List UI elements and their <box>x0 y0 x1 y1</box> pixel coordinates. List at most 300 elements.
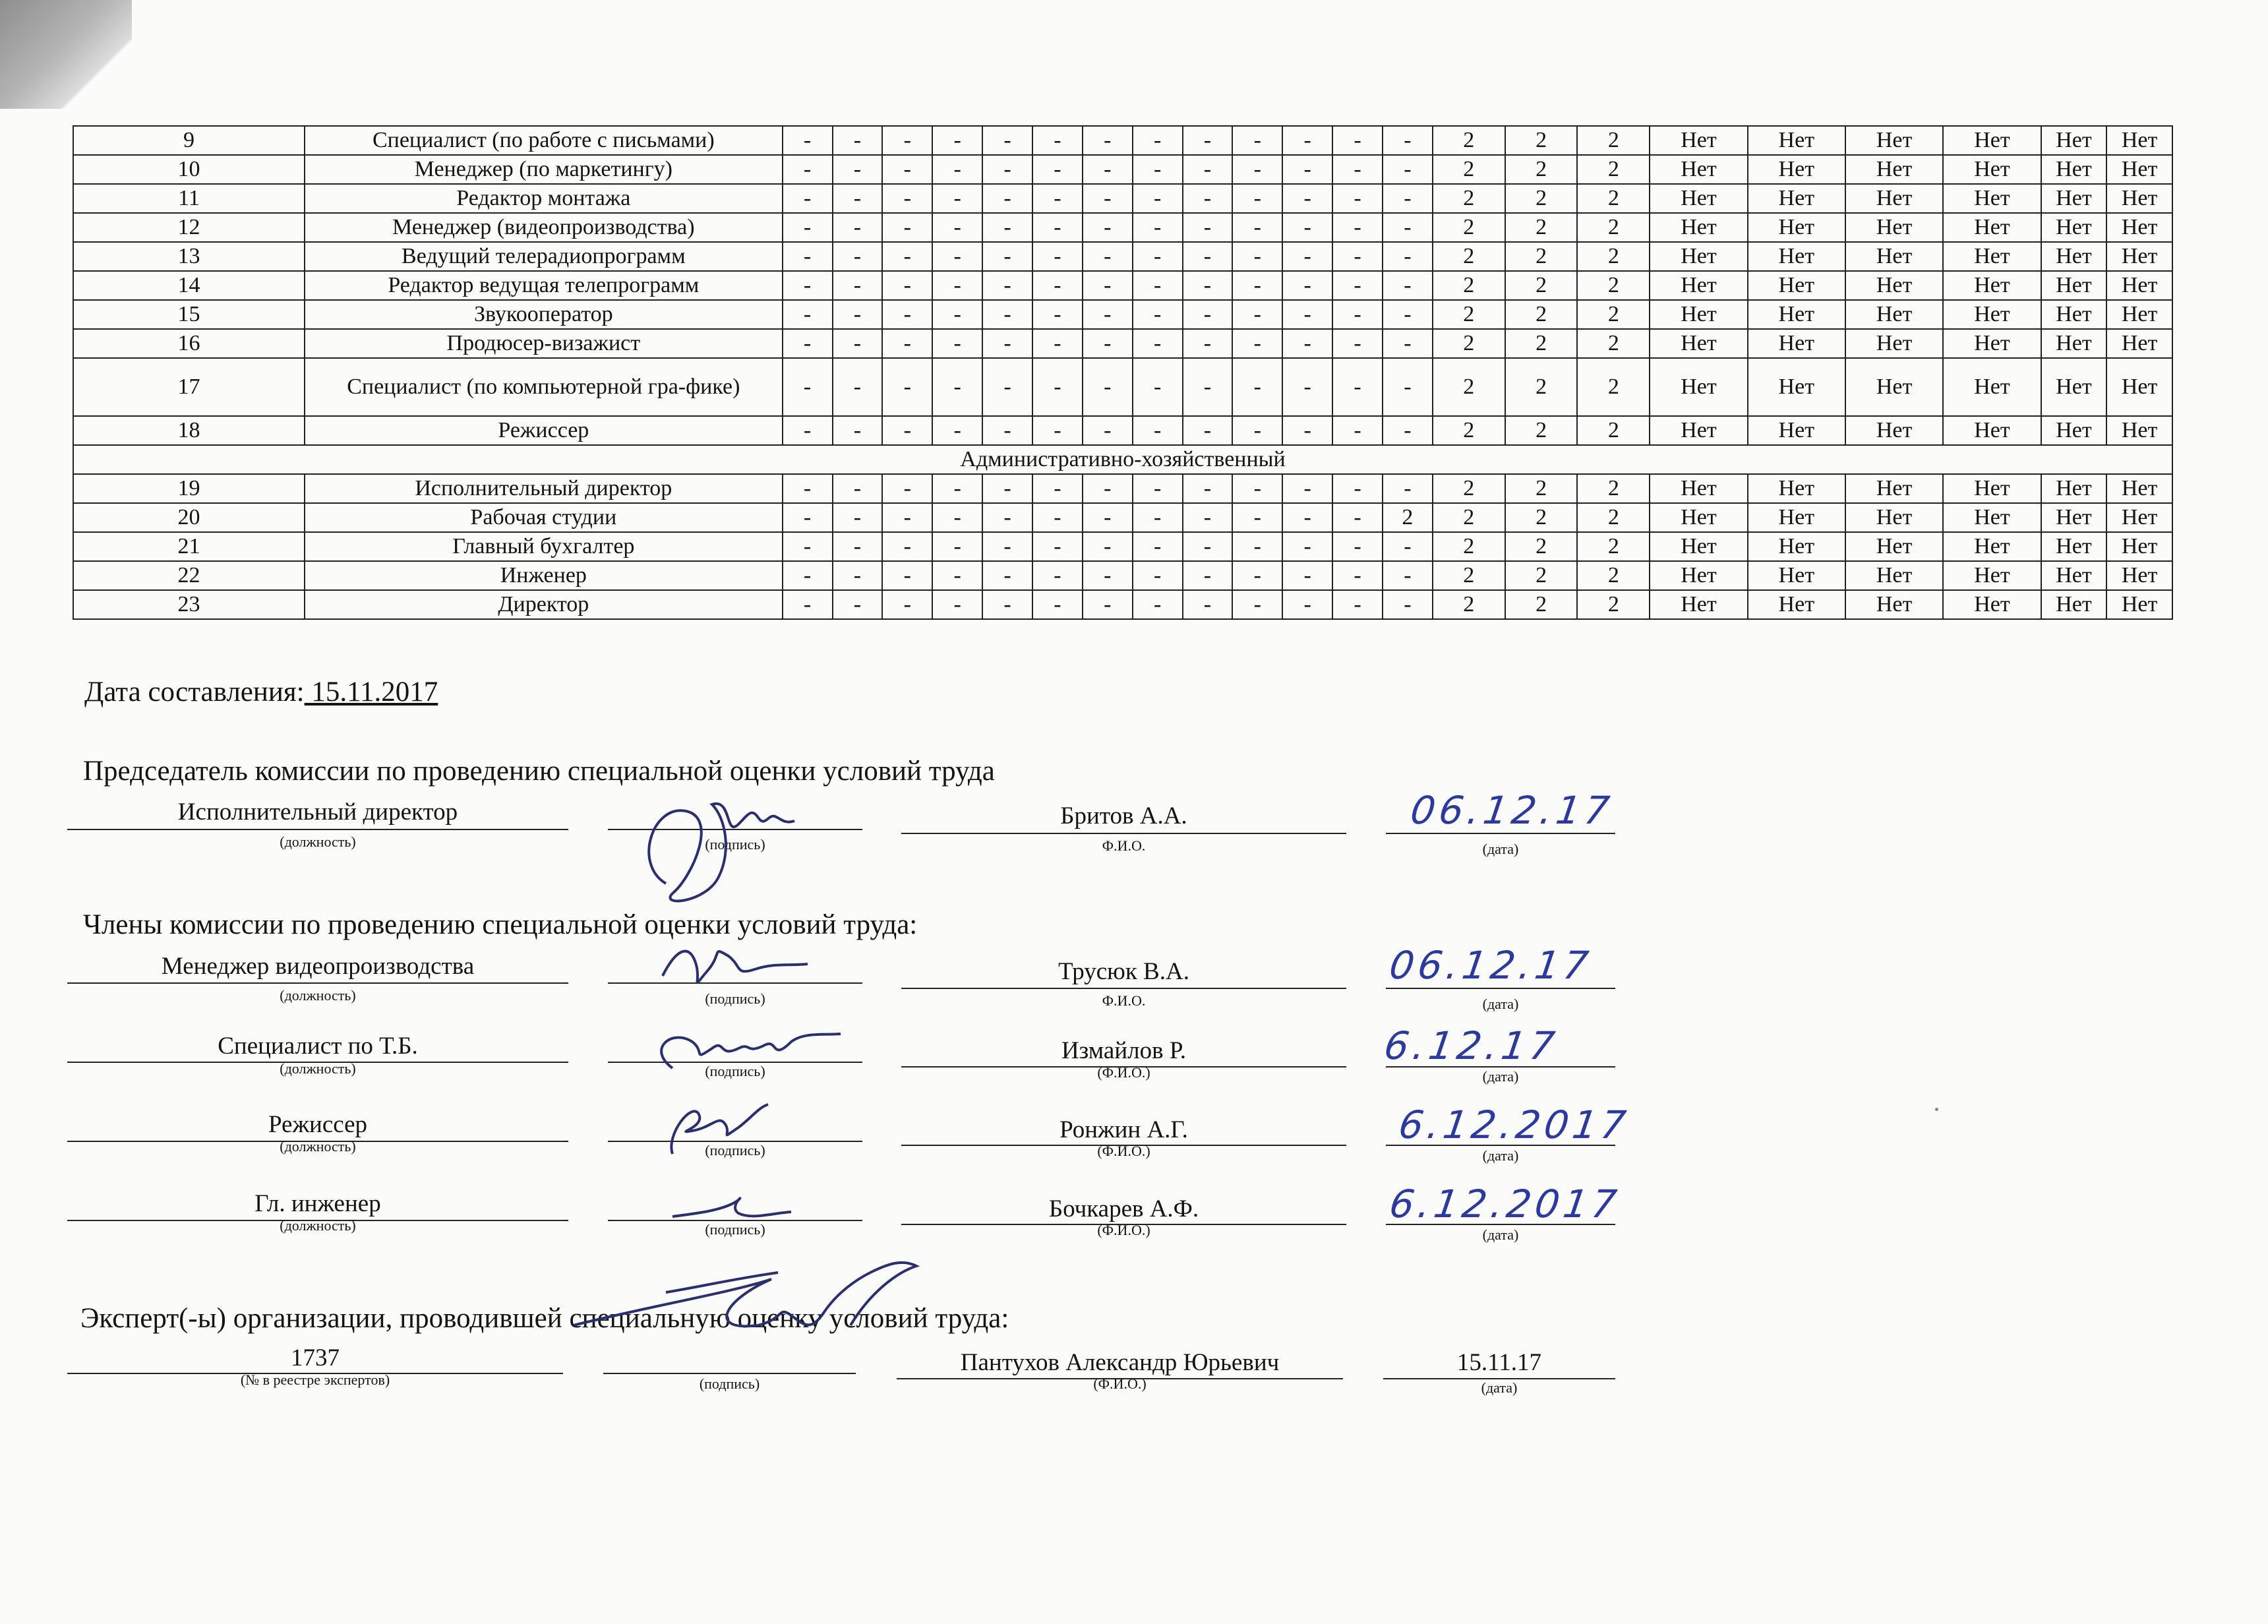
dash-cell: - <box>1032 358 1083 416</box>
dash-cell: - <box>1183 184 1233 213</box>
expert-signature <box>560 1253 930 1352</box>
row-number-cell: 20 <box>73 503 305 532</box>
section-title: Административно-хозяйственный <box>73 445 2172 474</box>
member-position: Специалист по Т.Б. <box>218 1033 418 1060</box>
position-cell: Менеджер (видеопроизводства) <box>305 213 783 242</box>
dash-cell: - <box>1183 358 1233 416</box>
member-date-caption: (дата) <box>1482 1226 1519 1243</box>
position-cell: Исполнительный директор <box>305 474 783 503</box>
dash-cell: - <box>1232 126 1282 155</box>
no-cell: Нет <box>1650 474 1747 503</box>
class-cell: 2 <box>1433 474 1505 503</box>
expert-signature-caption: (подпись) <box>699 1375 760 1392</box>
no-cell: Нет <box>2106 213 2172 242</box>
dash-cell: - <box>1133 416 1183 445</box>
member-name: Трусюк В.А. <box>1058 958 1189 985</box>
dash-cell: - <box>982 155 1032 184</box>
no-cell: Нет <box>1845 184 1943 213</box>
dash-cell: - <box>1383 416 1433 445</box>
dash-cell: - <box>1133 503 1183 532</box>
dash-cell: - <box>932 242 982 271</box>
no-cell: Нет <box>2041 329 2107 358</box>
dash-cell: - <box>1183 532 1233 561</box>
dash-cell: - <box>1383 474 1433 503</box>
no-cell: Нет <box>1845 155 1943 184</box>
dash-cell: - <box>1383 155 1433 184</box>
dash-cell: - <box>982 126 1032 155</box>
dash-cell: - <box>833 271 883 300</box>
class-cell: 2 <box>1505 213 1578 242</box>
no-cell: Нет <box>1650 300 1747 329</box>
class-cell: 2 <box>1383 503 1433 532</box>
chairman-name-line <box>901 833 1346 834</box>
dash-cell: - <box>1383 329 1433 358</box>
table-row <box>73 532 2172 561</box>
table-row <box>73 358 2172 416</box>
dash-cell: - <box>783 416 833 445</box>
dash-cell: - <box>1133 329 1183 358</box>
dash-cell: - <box>833 184 883 213</box>
chairman-heading: Председатель комиссии по проведению специальной оценки условий труда <box>83 756 995 787</box>
expert-registry-caption: (№ в реестре экспертов) <box>240 1371 390 1388</box>
position-cell: Главный бухгалтер <box>305 532 783 561</box>
expert-name: Пантухов Александр Юрьевич <box>960 1349 1280 1376</box>
dash-cell: - <box>783 242 833 271</box>
dash-cell: - <box>882 184 932 213</box>
dash-cell: - <box>1032 503 1083 532</box>
class-cell: 2 <box>1433 126 1505 155</box>
no-cell: Нет <box>2041 271 2107 300</box>
date-compiled-label: Дата составления: <box>84 677 305 707</box>
row-number-cell: 9 <box>73 126 305 155</box>
no-cell: Нет <box>2106 358 2172 416</box>
chairman-signature-caption: (подпись) <box>705 836 765 853</box>
no-cell: Нет <box>2106 300 2172 329</box>
dash-cell: - <box>1232 416 1282 445</box>
dash-cell: - <box>783 300 833 329</box>
folded-corner <box>0 0 132 109</box>
dash-cell: - <box>1232 561 1282 590</box>
expert-name-caption: (Ф.И.О.) <box>1093 1375 1147 1392</box>
class-cell: 2 <box>1433 503 1505 532</box>
member-date-caption: (дата) <box>1482 1147 1519 1164</box>
class-cell: 2 <box>1433 358 1505 416</box>
no-cell: Нет <box>1748 126 1845 155</box>
dash-cell: - <box>1332 590 1383 619</box>
class-cell: 2 <box>1577 503 1650 532</box>
dash-cell: - <box>833 155 883 184</box>
member-position: Менеджер видеопроизводства <box>161 953 475 980</box>
dash-cell: - <box>1282 184 1332 213</box>
member-signature <box>646 1022 844 1081</box>
dash-cell: - <box>882 271 932 300</box>
dash-cell: - <box>1232 213 1282 242</box>
table-row <box>73 300 2172 329</box>
dash-cell: - <box>783 126 833 155</box>
no-cell: Нет <box>1943 271 2041 300</box>
dash-cell: - <box>1183 155 1233 184</box>
class-cell: 2 <box>1577 474 1650 503</box>
expert-date-caption: (дата) <box>1481 1379 1518 1396</box>
member-date-handwritten: 6.12.17 <box>1381 1023 1562 1068</box>
no-cell: Нет <box>1650 213 1747 242</box>
member-position: Гл. инженер <box>254 1190 381 1217</box>
dash-cell: - <box>1032 184 1083 213</box>
dash-cell: - <box>932 561 982 590</box>
dash-cell: - <box>1032 590 1083 619</box>
dash-cell: - <box>1232 532 1282 561</box>
class-cell: 2 <box>1577 300 1650 329</box>
dash-cell: - <box>783 474 833 503</box>
dash-cell: - <box>1383 126 1433 155</box>
member-position-caption: (должность) <box>280 1138 356 1155</box>
table-row <box>73 213 2172 242</box>
chairman-date-caption: (дата) <box>1482 841 1519 857</box>
dash-cell: - <box>1083 416 1133 445</box>
no-cell: Нет <box>1650 503 1747 532</box>
class-cell: 2 <box>1433 561 1505 590</box>
dash-cell: - <box>783 155 833 184</box>
dash-cell: - <box>1383 213 1433 242</box>
position-cell: Режиссер <box>305 416 783 445</box>
no-cell: Нет <box>1943 532 2041 561</box>
dash-cell: - <box>982 561 1032 590</box>
member-name-caption: Ф.И.О. <box>1102 992 1146 1009</box>
class-cell: 2 <box>1505 474 1578 503</box>
dash-cell: - <box>1133 213 1183 242</box>
date-compiled <box>84 676 438 708</box>
row-number-cell: 13 <box>73 242 305 271</box>
chairman-position-caption: (должность) <box>280 833 356 850</box>
no-cell: Нет <box>2106 416 2172 445</box>
dash-cell: - <box>783 561 833 590</box>
row-number-cell: 10 <box>73 155 305 184</box>
dash-cell: - <box>882 329 932 358</box>
dash-cell: - <box>1332 300 1383 329</box>
members-heading: Члены комиссии по проведению специальной оценки условий труда: <box>83 909 918 940</box>
dash-cell: - <box>982 503 1032 532</box>
dash-cell: - <box>1032 329 1083 358</box>
table-row <box>73 329 2172 358</box>
no-cell: Нет <box>1845 561 1943 590</box>
row-number-cell: 16 <box>73 329 305 358</box>
member-name-caption: (Ф.И.О.) <box>1097 1143 1150 1159</box>
dash-cell: - <box>833 590 883 619</box>
dash-cell: - <box>982 329 1032 358</box>
dash-cell: - <box>932 155 982 184</box>
no-cell: Нет <box>2106 503 2172 532</box>
dash-cell: - <box>982 300 1032 329</box>
dash-cell: - <box>1183 126 1233 155</box>
dash-cell: - <box>882 126 932 155</box>
class-cell: 2 <box>1505 416 1578 445</box>
dash-cell: - <box>1332 242 1383 271</box>
no-cell: Нет <box>1845 126 1943 155</box>
dash-cell: - <box>1133 474 1183 503</box>
no-cell: Нет <box>1650 532 1747 561</box>
dash-cell: - <box>1133 126 1183 155</box>
row-number-cell: 23 <box>73 590 305 619</box>
position-cell: Звукооператор <box>305 300 783 329</box>
position-cell: Специалист (по компьютерной гра-фике) <box>305 358 783 416</box>
no-cell: Нет <box>2041 561 2107 590</box>
member-signature-caption: (подпись) <box>705 1221 765 1238</box>
table-row <box>73 184 2172 213</box>
class-cell: 2 <box>1505 532 1578 561</box>
dash-cell: - <box>1032 416 1083 445</box>
dash-cell: - <box>932 474 982 503</box>
no-cell: Нет <box>1845 532 1943 561</box>
class-cell: 2 <box>1577 155 1650 184</box>
dash-cell: - <box>1282 213 1332 242</box>
dash-cell: - <box>833 242 883 271</box>
no-cell: Нет <box>2041 213 2107 242</box>
no-cell: Нет <box>1845 590 1943 619</box>
dash-cell: - <box>982 474 1032 503</box>
dash-cell: - <box>1282 503 1332 532</box>
class-cell: 2 <box>1433 271 1505 300</box>
dash-cell: - <box>1133 561 1183 590</box>
dash-cell: - <box>1282 532 1332 561</box>
no-cell: Нет <box>2041 503 2107 532</box>
position-cell: Рабочая студии <box>305 503 783 532</box>
no-cell: Нет <box>1943 300 2041 329</box>
dash-cell: - <box>1282 358 1332 416</box>
no-cell: Нет <box>2106 532 2172 561</box>
no-cell: Нет <box>1650 271 1747 300</box>
dash-cell: - <box>1083 155 1133 184</box>
dash-cell: - <box>982 416 1032 445</box>
dash-cell: - <box>833 532 883 561</box>
table-row <box>73 474 2172 503</box>
dash-cell: - <box>982 213 1032 242</box>
row-number-cell: 17 <box>73 358 305 416</box>
scan-speck <box>1935 1108 1938 1111</box>
no-cell: Нет <box>1748 532 1845 561</box>
class-cell: 2 <box>1577 329 1650 358</box>
class-cell: 2 <box>1505 155 1578 184</box>
dash-cell: - <box>982 358 1032 416</box>
dash-cell: - <box>1282 242 1332 271</box>
member-position: Режиссер <box>268 1111 368 1138</box>
dash-cell: - <box>783 213 833 242</box>
no-cell: Нет <box>2106 242 2172 271</box>
chairman-name-caption: Ф.И.О. <box>1102 837 1146 854</box>
no-cell: Нет <box>1748 329 1845 358</box>
no-cell: Нет <box>1845 503 1943 532</box>
dash-cell: - <box>1133 358 1183 416</box>
dash-cell: - <box>1232 358 1282 416</box>
class-cell: 2 <box>1433 184 1505 213</box>
dash-cell: - <box>1083 271 1133 300</box>
dash-cell: - <box>982 590 1032 619</box>
no-cell: Нет <box>1943 155 2041 184</box>
position-cell: Редактор ведущая телепрограмм <box>305 271 783 300</box>
no-cell: Нет <box>1943 242 2041 271</box>
member-signature <box>649 936 814 996</box>
member-name: Измайлов Р. <box>1061 1037 1187 1064</box>
no-cell: Нет <box>2106 126 2172 155</box>
member-position-caption: (должность) <box>280 1217 356 1234</box>
dash-cell: - <box>1332 474 1383 503</box>
class-cell: 2 <box>1505 503 1578 532</box>
no-cell: Нет <box>2041 474 2107 503</box>
dash-cell: - <box>1032 532 1083 561</box>
no-cell: Нет <box>1748 184 1845 213</box>
dash-cell: - <box>1032 561 1083 590</box>
assessment-table <box>73 125 2173 620</box>
row-number-cell: 19 <box>73 474 305 503</box>
no-cell: Нет <box>1845 300 1943 329</box>
dash-cell: - <box>1083 532 1133 561</box>
row-number-cell: 14 <box>73 271 305 300</box>
member-position-line <box>67 982 568 984</box>
class-cell: 2 <box>1505 242 1578 271</box>
dash-cell: - <box>833 503 883 532</box>
member-signature-caption: (подпись) <box>705 990 765 1007</box>
dash-cell: - <box>1282 474 1332 503</box>
dash-cell: - <box>1083 590 1133 619</box>
dash-cell: - <box>783 503 833 532</box>
dash-cell: - <box>1232 474 1282 503</box>
dash-cell: - <box>1383 242 1433 271</box>
member-date-line <box>1386 1145 1615 1146</box>
table-row <box>73 271 2172 300</box>
chairman-date-line <box>1386 833 1615 834</box>
no-cell: Нет <box>2041 184 2107 213</box>
no-cell: Нет <box>1943 474 2041 503</box>
dash-cell: - <box>932 271 982 300</box>
dash-cell: - <box>1332 271 1383 300</box>
no-cell: Нет <box>1943 416 2041 445</box>
dash-cell: - <box>982 271 1032 300</box>
expert-heading: Эксперт(-ы) организации, проводившей специальную оценку условий труда: <box>80 1303 1009 1334</box>
dash-cell: - <box>1183 474 1233 503</box>
class-cell: 2 <box>1433 590 1505 619</box>
dash-cell: - <box>833 126 883 155</box>
class-cell: 2 <box>1505 329 1578 358</box>
no-cell: Нет <box>2106 271 2172 300</box>
position-cell: Менеджер (по маркетингу) <box>305 155 783 184</box>
no-cell: Нет <box>1845 416 1943 445</box>
no-cell: Нет <box>1943 213 2041 242</box>
dash-cell: - <box>1383 300 1433 329</box>
class-cell: 2 <box>1433 329 1505 358</box>
dash-cell: - <box>1133 532 1183 561</box>
dash-cell: - <box>783 358 833 416</box>
class-cell: 2 <box>1433 242 1505 271</box>
dash-cell: - <box>833 561 883 590</box>
dash-cell: - <box>882 474 932 503</box>
position-cell: Продюсер-визажист <box>305 329 783 358</box>
dash-cell: - <box>882 242 932 271</box>
class-cell: 2 <box>1577 271 1650 300</box>
dash-cell: - <box>1032 242 1083 271</box>
dash-cell: - <box>1232 300 1282 329</box>
member-name: Бочкарев А.Ф. <box>1048 1195 1199 1222</box>
dash-cell: - <box>1232 271 1282 300</box>
dash-cell: - <box>882 532 932 561</box>
position-cell: Ведущий телерадиопрограмм <box>305 242 783 271</box>
dash-cell: - <box>1383 271 1433 300</box>
dash-cell: - <box>833 358 883 416</box>
dash-cell: - <box>982 532 1032 561</box>
dash-cell: - <box>1332 184 1383 213</box>
dash-cell: - <box>1133 155 1183 184</box>
class-cell: 2 <box>1433 300 1505 329</box>
position-cell: Редактор монтажа <box>305 184 783 213</box>
dash-cell: - <box>1183 213 1233 242</box>
member-signature-caption: (подпись) <box>705 1142 765 1158</box>
dash-cell: - <box>1332 416 1383 445</box>
dash-cell: - <box>1083 126 1133 155</box>
no-cell: Нет <box>2041 242 2107 271</box>
dash-cell: - <box>1232 184 1282 213</box>
chairman-date-handwritten: 06.12.17 <box>1408 788 1617 833</box>
dash-cell: - <box>882 155 932 184</box>
no-cell: Нет <box>1650 561 1747 590</box>
dash-cell: - <box>783 590 833 619</box>
dash-cell: - <box>932 532 982 561</box>
no-cell: Нет <box>1943 590 2041 619</box>
no-cell: Нет <box>2041 590 2107 619</box>
table-row <box>73 561 2172 590</box>
row-number-cell: 12 <box>73 213 305 242</box>
no-cell: Нет <box>1943 184 2041 213</box>
dash-cell: - <box>1383 184 1433 213</box>
no-cell: Нет <box>2041 416 2107 445</box>
no-cell: Нет <box>1748 213 1845 242</box>
dash-cell: - <box>882 213 932 242</box>
class-cell: 2 <box>1577 242 1650 271</box>
dash-cell: - <box>1083 329 1133 358</box>
dash-cell: - <box>1083 561 1133 590</box>
dash-cell: - <box>1282 126 1332 155</box>
dash-cell: - <box>1383 358 1433 416</box>
no-cell: Нет <box>1845 213 1943 242</box>
no-cell: Нет <box>2041 300 2107 329</box>
dash-cell: - <box>1133 242 1183 271</box>
dash-cell: - <box>833 213 883 242</box>
dash-cell: - <box>882 590 932 619</box>
chairman-position: Исполнительный директор <box>177 798 458 826</box>
chairman-name: Бритов А.А. <box>1060 802 1187 829</box>
dash-cell: - <box>932 358 982 416</box>
member-signature <box>653 1095 785 1160</box>
dash-cell: - <box>932 590 982 619</box>
no-cell: Нет <box>1845 329 1943 358</box>
dash-cell: - <box>833 416 883 445</box>
table-row <box>73 503 2172 532</box>
class-cell: 2 <box>1505 358 1578 416</box>
position-cell: Инженер <box>305 561 783 590</box>
date-compiled-value: 15.11.2017 <box>304 677 438 707</box>
class-cell: 2 <box>1577 126 1650 155</box>
dash-cell: - <box>1183 271 1233 300</box>
dash-cell: - <box>882 300 932 329</box>
dash-cell: - <box>1083 242 1133 271</box>
dash-cell: - <box>1083 213 1133 242</box>
dash-cell: - <box>1232 503 1282 532</box>
dash-cell: - <box>1032 213 1083 242</box>
class-cell: 2 <box>1577 358 1650 416</box>
no-cell: Нет <box>1650 358 1747 416</box>
dash-cell: - <box>1183 242 1233 271</box>
dash-cell: - <box>1282 329 1332 358</box>
member-name-caption: (Ф.И.О.) <box>1097 1222 1150 1238</box>
class-cell: 2 <box>1577 590 1650 619</box>
position-cell: Специалист (по работе с письмами) <box>305 126 783 155</box>
